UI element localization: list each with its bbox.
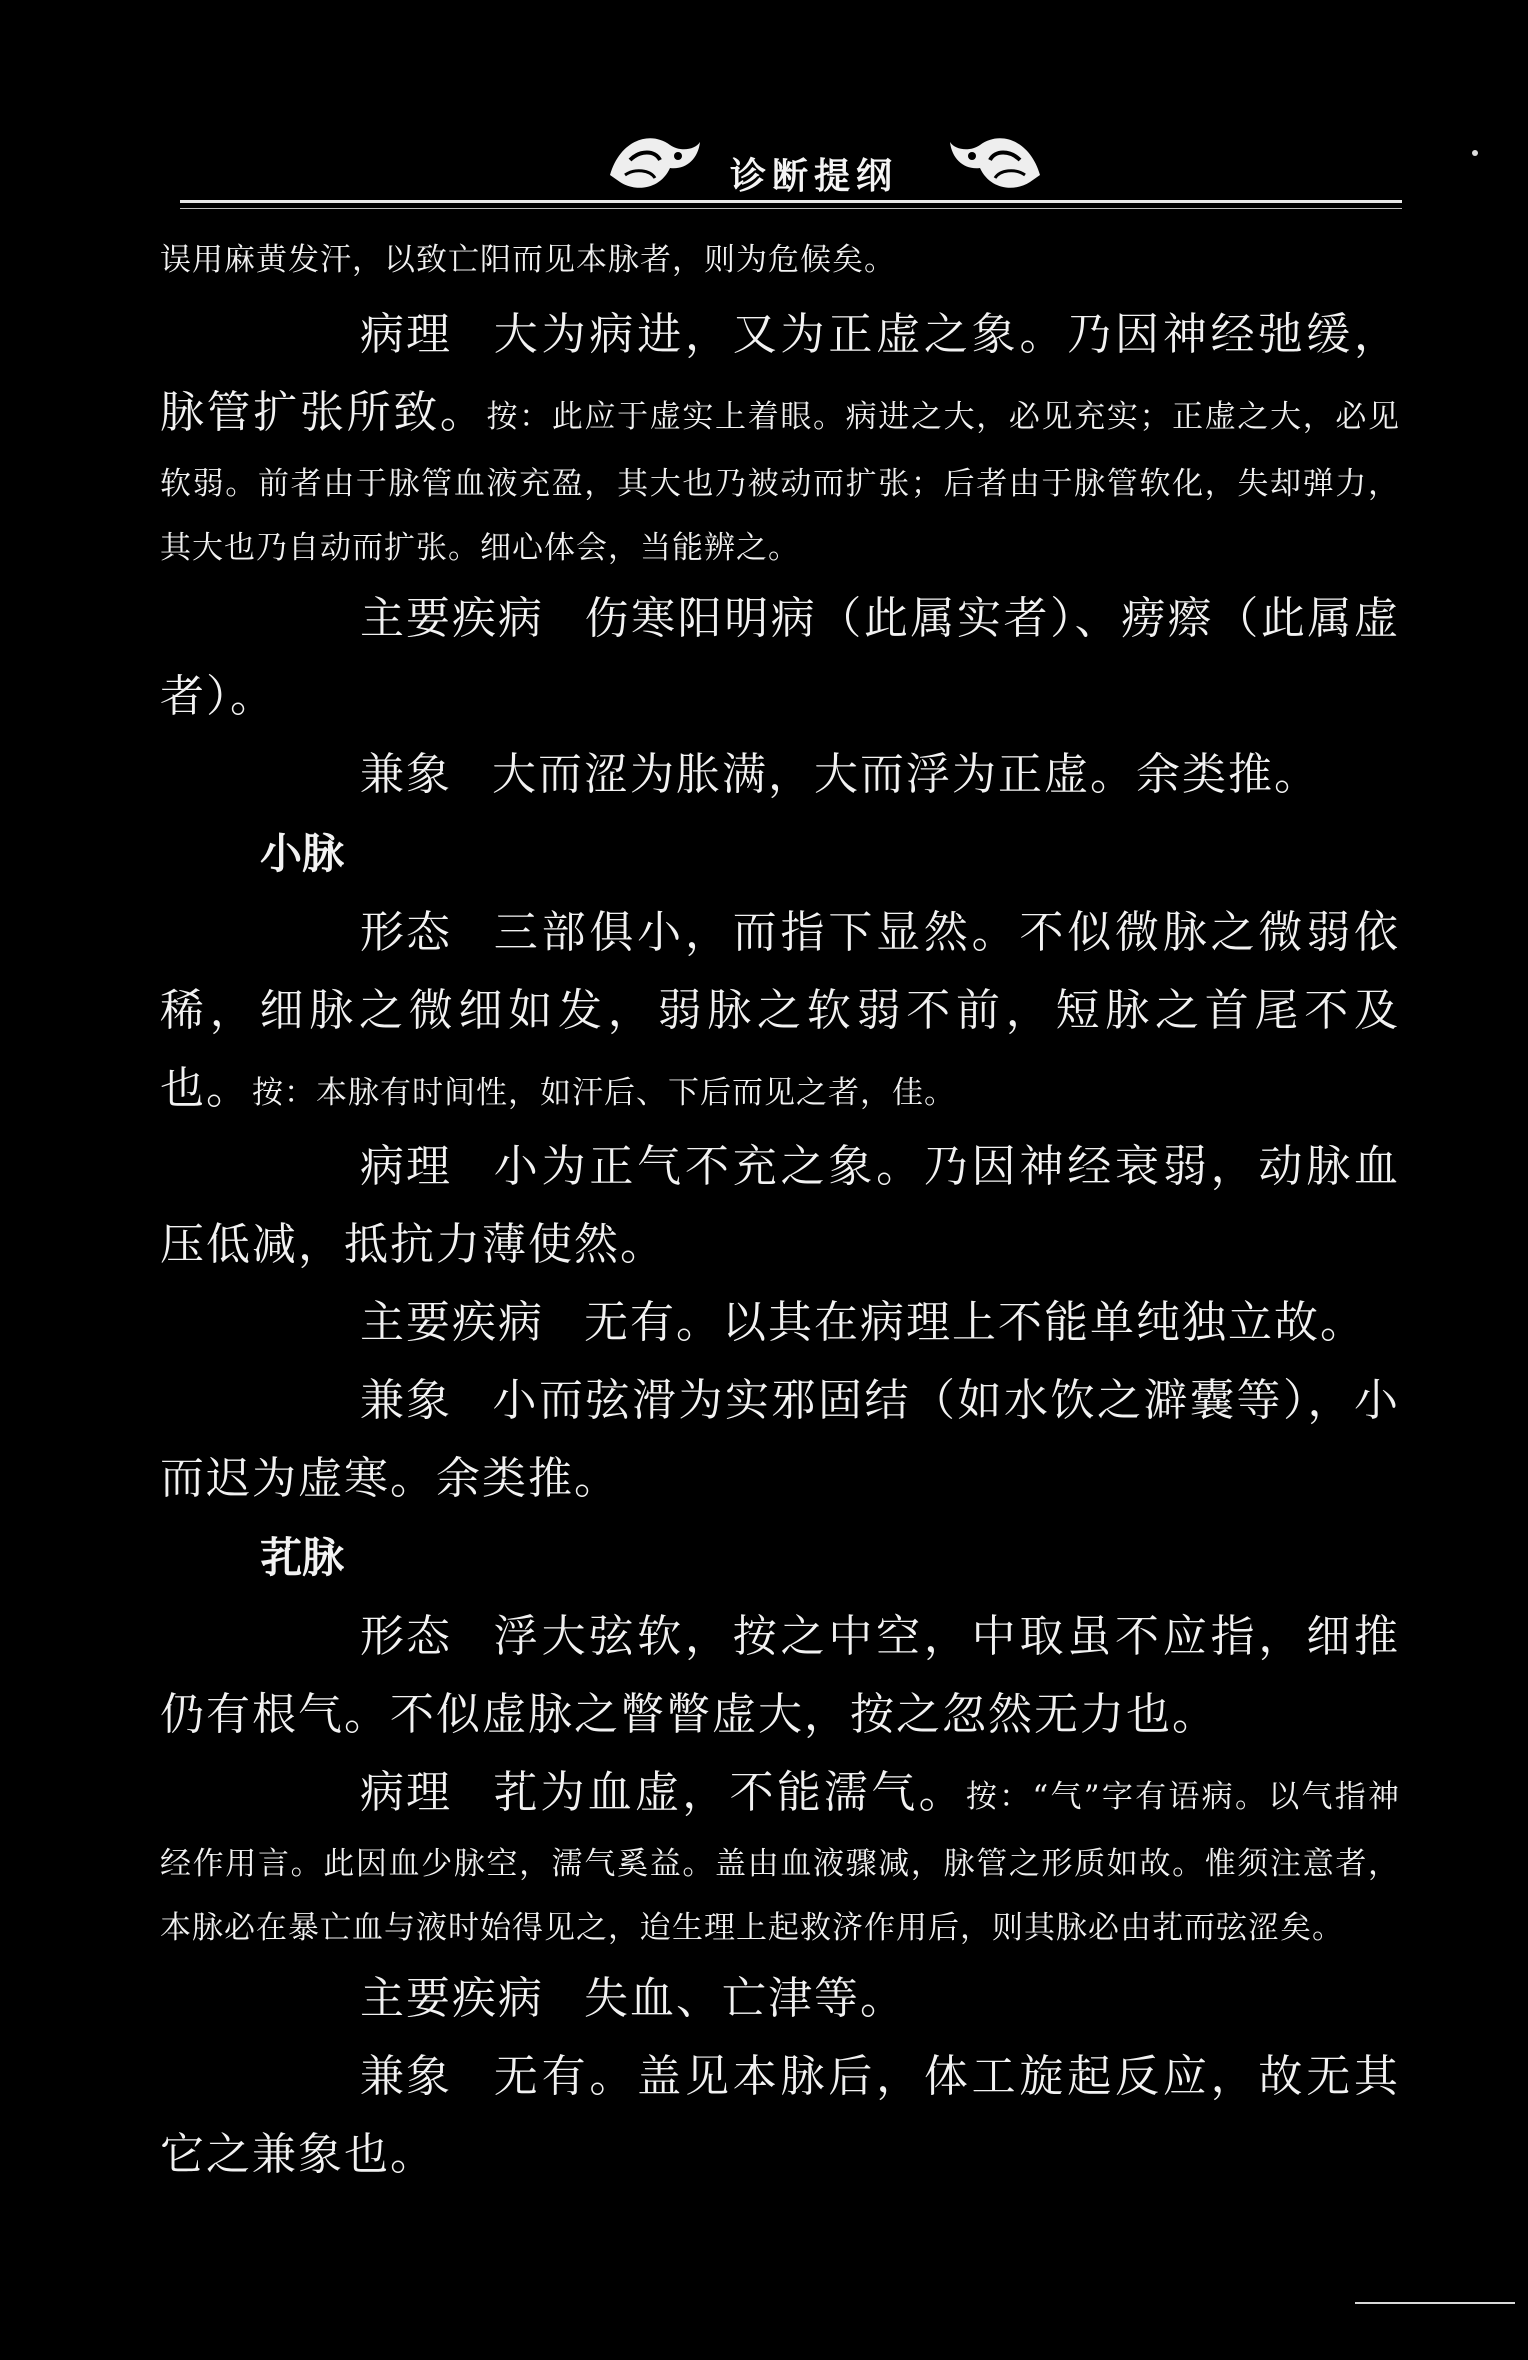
running-title: 诊断提纲 [730,156,899,197]
da-pathology-paragraph [160,296,1400,580]
kou-form-text: 浮大弦软，按之中空，中取虽不应指，细推仍有根气。不似虚脉之瞥瞥虚大，按之忽然无力也。 [160,1611,1400,1740]
page-header [0,110,1528,220]
da-combo-label: 兼象 [360,749,452,800]
kou-form-label: 形态 [360,1611,452,1662]
page-body [160,228,1400,2194]
xiao-combo-paragraph [160,1362,1400,1518]
da-disease-label: 主要疾病 [360,593,544,644]
xiao-disease-text: 无有。以其在病理上不能单纯独立故。 [584,1297,1366,1348]
kou-heading: 芤脉 [260,1533,345,1582]
speck [1472,150,1478,156]
kou-disease-text: 失血、亡津等。 [584,1973,906,2024]
kou-combo-text: 无有。盖见本脉后，体工旋起反应，故无其它之兼象也。 [160,2051,1400,2180]
header-rule [180,200,1402,203]
xiao-pathology-label: 病理 [360,1141,452,1192]
xiao-pathology-paragraph [160,1128,1400,1284]
kou-pathology-paragraph [160,1754,1400,1960]
kou-combo-label: 兼象 [360,2051,452,2102]
da-pathology-text: 大为病进，又为正虚之象。乃因神经弛缓，脉管扩张所致。 [160,309,1400,438]
kou-disease-label: 主要疾病 [360,1973,544,2024]
da-pathology-note: 按：此应于虚实上着眼。病进之大，必见充实；正虚之大，必见软弱。前者由于脉管血液充盈，其大也乃被动而扩张；后者由于脉管软化，失却弹力，其大也乃自动而扩张。细心体会，当能辨之。 [160,399,1400,566]
xiao-form-note: 按：本脉有时间性，如汗后、下后而见之者，佳。 [252,1075,956,1111]
kou-pathology-text: 芤为血虚，不能濡气。 [492,1767,966,1818]
kou-combo-paragraph [160,2038,1400,2194]
continued-paragraph: 误用麻黄发汗，以致亡阳而见本脉者，则为危候矣。 [160,242,896,278]
kou-pathology-note: 按：“气”字有语病。以气指神经作用言。此因血少脉空，濡气奚益。盖由血液骤减，脉管之形质如故。惟须注意者，本脉必在暴亡血与液时始得见之，迨生理上起救济作用后，则其脉必由芤而弦涩矣。 [160,1779,1400,1946]
xiao-form-paragraph [160,894,1400,1128]
xiao-heading: 小脉 [260,829,345,878]
da-disease-paragraph [160,580,1400,736]
kou-form-paragraph [160,1598,1400,1754]
da-pathology-label: 病理 [360,309,452,360]
xiao-combo-label: 兼象 [360,1375,452,1426]
xiao-form-label: 形态 [360,907,452,958]
xiao-disease-label: 主要疾病 [360,1297,544,1348]
kou-disease-paragraph [160,1960,1400,2038]
header-rule-thin [180,208,1402,209]
da-combo-text: 大而涩为胀满，大而浮为正虚。余类推。 [492,749,1320,800]
kou-pathology-label: 病理 [360,1767,452,1818]
right-ornament-icon [940,120,1050,200]
footer-rule [1355,2302,1515,2304]
xiao-pathology-text: 小为正气不充之象。乃因神经衰弱，动脉血压低减，抵抗力薄使然。 [160,1141,1400,1270]
xiao-disease-paragraph [160,1284,1400,1362]
xiao-combo-text: 小而弦滑为实邪固结（如水饮之澼囊等），小而迟为虚寒。余类推。 [160,1375,1400,1504]
da-disease-text: 伤寒阳明病（此属实者）、痨瘵（此属虚者）。 [160,593,1400,722]
da-combo-paragraph [160,736,1400,814]
xiao-form-text: 三部俱小，而指下显然。不似微脉之微弱依稀，细脉之微细如发，弱脉之软弱不前，短脉之首尾不及也。 [160,907,1400,1114]
left-ornament-icon [600,120,710,200]
